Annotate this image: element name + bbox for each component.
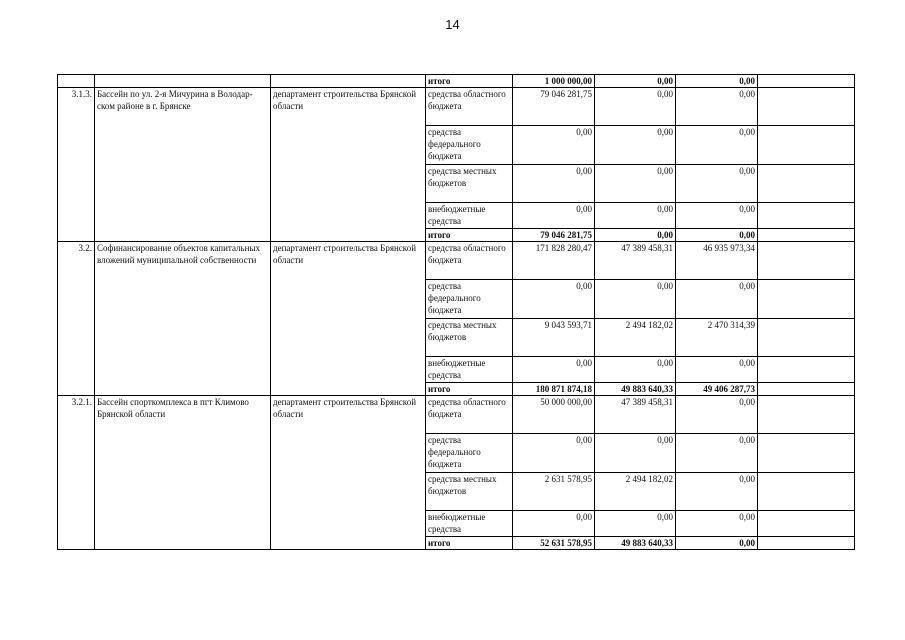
amount-year-3: 0,00 <box>676 396 758 434</box>
funding-source: средства областного бюджета <box>426 242 513 280</box>
responsible-department: департамент строительства Брянской области <box>271 242 426 396</box>
amount-year-2: 0,00 <box>595 280 676 319</box>
extra-cell <box>758 396 855 434</box>
funding-source: средства федерального бюджета <box>426 280 513 319</box>
extra-cell <box>758 165 855 203</box>
funding-source: внебюджетные средства <box>426 357 513 383</box>
extra-cell <box>758 357 855 383</box>
amount-year-2: 0,00 <box>595 229 676 242</box>
item-number: 3.1.3. <box>58 88 95 242</box>
table-row <box>58 396 855 434</box>
table-row <box>58 242 855 280</box>
amount-year-2: 0,00 <box>595 88 676 126</box>
extra-cell <box>758 434 855 473</box>
amount-year-2: 0,00 <box>595 126 676 165</box>
funding-source: средства федерального бюджета <box>426 126 513 165</box>
amount-year-1: 52 631 578,95 <box>513 537 595 550</box>
page-number: 14 <box>445 17 460 32</box>
amount-year-1: 171 828 280,47 <box>513 242 595 280</box>
amount-year-3: 0,00 <box>676 511 758 537</box>
amount-year-1: 0,00 <box>513 280 595 319</box>
item-number: 3.2. <box>58 242 95 396</box>
amount-year-1: 2 631 578,95 <box>513 473 595 511</box>
funding-source: итого <box>426 537 513 550</box>
funding-source: итого <box>426 383 513 396</box>
responsible-department: департамент строительства Брянской области <box>271 396 426 550</box>
extra-cell <box>758 473 855 511</box>
amount-year-2: 49 883 640,33 <box>595 383 676 396</box>
amount-year-2: 0,00 <box>595 357 676 383</box>
amount-year-1: 0,00 <box>513 165 595 203</box>
funding-source: итого <box>426 229 513 242</box>
amount-year-3: 0,00 <box>676 537 758 550</box>
amount-year-2: 0,00 <box>595 511 676 537</box>
amount-year-2: 49 883 640,33 <box>595 537 676 550</box>
amount-year-3: 49 406 287,73 <box>676 383 758 396</box>
amount-year-1: 180 871 874,18 <box>513 383 595 396</box>
object-name: Бассейн спорткомплекса в пгт Климово Брянской области <box>95 396 271 550</box>
amount-year-3: 0,00 <box>676 473 758 511</box>
amount-year-2: 0,00 <box>595 165 676 203</box>
amount-year-1: 0,00 <box>513 357 595 383</box>
table-row <box>58 88 855 126</box>
amount-year-3: 0,00 <box>676 229 758 242</box>
extra-cell <box>758 319 855 357</box>
extra-cell <box>758 75 855 88</box>
amount-year-3: 2 470 314,39 <box>676 319 758 357</box>
amount-year-1: 0,00 <box>513 511 595 537</box>
amount-year-3: 0,00 <box>676 203 758 229</box>
extra-cell <box>758 537 855 550</box>
amount-year-1: 50 000 000,00 <box>513 396 595 434</box>
item-number-cell <box>58 75 95 88</box>
extra-cell <box>758 203 855 229</box>
amount-year-1: 0,00 <box>513 203 595 229</box>
extra-cell <box>758 88 855 126</box>
object-name: Софинансирование объектов капитальных вложений муниципальной собственности <box>95 242 271 396</box>
amount-year-1: 79 046 281,75 <box>513 88 595 126</box>
funding-source: средства федерального бюджета <box>426 434 513 473</box>
extra-cell <box>758 126 855 165</box>
extra-cell <box>758 242 855 280</box>
amount-year-2: 2 494 182,02 <box>595 319 676 357</box>
responsible-department: департамент строительства Брянской области <box>271 88 426 242</box>
amount-year-3: 0,00 <box>676 165 758 203</box>
extra-cell <box>758 280 855 319</box>
funding-source: средства местных бюджетов <box>426 473 513 511</box>
funding-source-cell: итого <box>426 75 513 88</box>
amount-year-1: 9 043 593,71 <box>513 319 595 357</box>
amount-year-1: 0,00 <box>513 126 595 165</box>
funding-source: средства местных бюджетов <box>426 319 513 357</box>
amount-year-2: 47 389 458,31 <box>595 396 676 434</box>
object-name: Бассейн по ул. 2-я Мичурина в Володар-ском районе в г. Брянске <box>95 88 271 242</box>
amount-year-2: 47 389 458,31 <box>595 242 676 280</box>
amount-year-2: 2 494 182,02 <box>595 473 676 511</box>
amount-year-1: 0,00 <box>513 434 595 473</box>
department-cell <box>271 75 426 88</box>
extra-cell <box>758 383 855 396</box>
extra-cell <box>758 229 855 242</box>
amount-year-2: 0,00 <box>595 203 676 229</box>
funding-source: внебюджетные средства <box>426 511 513 537</box>
amount-year-3: 0,00 <box>676 280 758 319</box>
amount-cell: 0,00 <box>676 75 758 88</box>
funding-source: внебюджетные средства <box>426 203 513 229</box>
amount-cell: 1 000 000,00 <box>513 75 595 88</box>
amount-year-3: 0,00 <box>676 88 758 126</box>
amount-year-3: 46 935 973,34 <box>676 242 758 280</box>
amount-cell: 0,00 <box>595 75 676 88</box>
amount-year-3: 0,00 <box>676 126 758 165</box>
total-row <box>58 75 855 88</box>
funding-source: средства областного бюджета <box>426 88 513 126</box>
object-name-cell <box>95 75 271 88</box>
amount-year-3: 0,00 <box>676 357 758 383</box>
funding-source: средства местных бюджетов <box>426 165 513 203</box>
amount-year-1: 79 046 281,75 <box>513 229 595 242</box>
extra-cell <box>758 511 855 537</box>
funding-source: средства областного бюджета <box>426 396 513 434</box>
amount-year-2: 0,00 <box>595 434 676 473</box>
item-number: 3.2.1. <box>58 396 95 550</box>
amount-year-3: 0,00 <box>676 434 758 473</box>
budget-table <box>57 74 855 550</box>
